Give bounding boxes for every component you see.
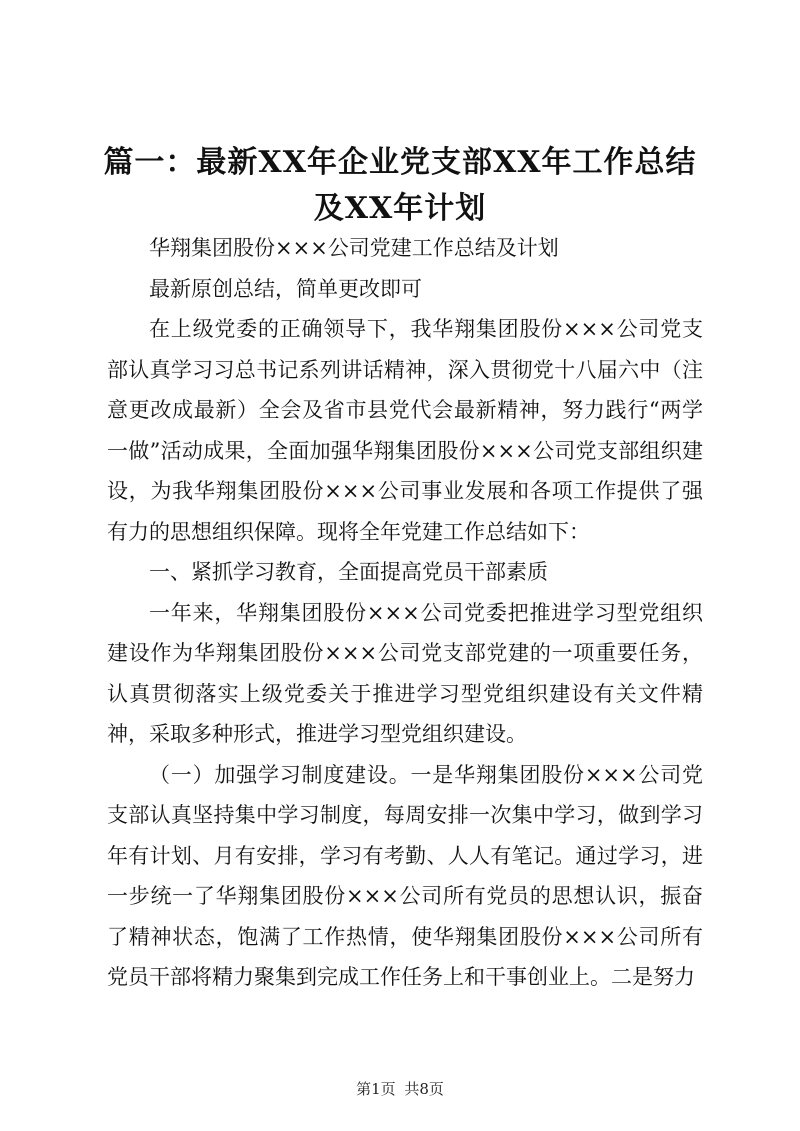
page-number: 第1页 xyxy=(356,1080,396,1098)
paragraph-intro: 在上级党委的正确领导下，我华翔集团股份×××公司党支部认真学习习总书记系列讲话精神，深入贯彻党十八届六中（注意更改成最新）全会及省市县党代会最新精神，努力践行“两学一做”活动成果，全面加强华翔集团股份×××公司党支部组织建设，为我华翔集团股份×××公司事业发展和各项工作提供了强有力的思想组织保障。现将全年党建工作总结如下： xyxy=(107,317,703,544)
page-footer xyxy=(0,1078,800,1099)
page-total: 共8页 xyxy=(404,1080,444,1098)
document-title: 篇一：最新XX年企业党支部XX年工作总结及XX年计划 xyxy=(103,145,697,226)
section-heading: 一、紧抓学习教育，全面提高党员干部素质 xyxy=(149,560,548,584)
paragraph-note: 最新原创总结，简单更改即可 xyxy=(149,276,422,301)
paragraph-system: （一）加强学习制度建设。一是华翔集团股份×××公司党支部认真坚持集中学习制度，每周安排一次集中学习，做到学习年有计划、月有安排，学习有考勤、人人有笔记。通过学习，进一步统一了华翔集团股份×××公司所有党员的思想认识，振奋了精神状态，饱满了工作热情，使华翔集团股份×××公司所有党员干部将精力聚集到完成工作任务上和干事创业上。二是努力 xyxy=(107,762,703,989)
paragraph-subtitle: 华翔集团股份×××公司党建工作总结及计划 xyxy=(149,236,559,260)
paragraph-study: 一年来，华翔集团股份×××公司党委把推进学习型党组织建设作为华翔集团股份×××公司党支部党建的一项重要任务，认真贯彻落实上级党委关于推进学习型党组织建设有关文件精神，采取多种形式，推进学习型党组织建设。 xyxy=(107,600,703,746)
document-body xyxy=(107,228,703,998)
